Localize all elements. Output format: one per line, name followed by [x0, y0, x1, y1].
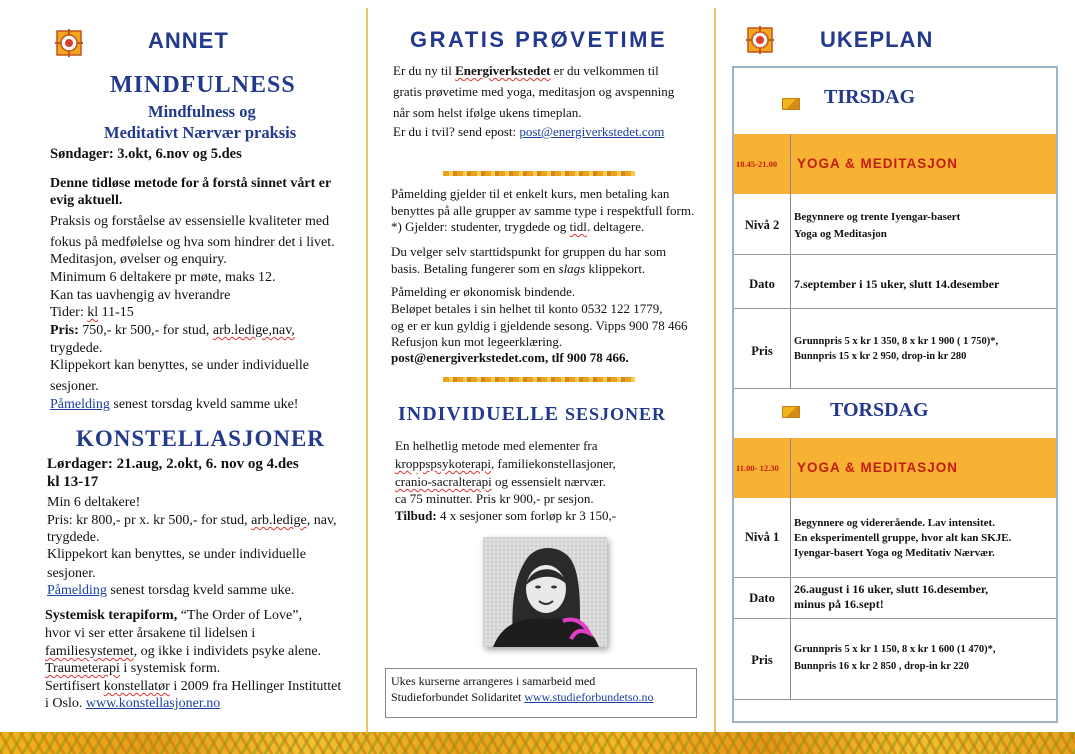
price-value: [794, 642, 1056, 674]
text-line: [50, 304, 134, 322]
text-span: Traumeterapi: [45, 661, 120, 676]
text-line: Min 6 deltakere!: [47, 495, 141, 510]
text-line: [45, 643, 321, 661]
text-line: Yoga og Meditasjon: [794, 228, 887, 240]
mindfulness-intro: evig aktuell.: [50, 193, 123, 208]
text-line: Meditasjon, øvelser og enquiry.: [50, 252, 227, 267]
website-link[interactable]: www.konstellasjoner.no: [85, 696, 221, 711]
text-span: tidl: [569, 219, 587, 234]
signup-line: [50, 396, 298, 414]
text-line: En eksperimentell gruppe, hvor alt kan SKJE.: [794, 532, 1012, 544]
price-label: Pris: [751, 653, 773, 667]
mindfulness-subtitle: Meditativt Nærvær praksis: [104, 123, 297, 142]
konstellasjoner-dates: Lørdager: 21.aug, 2.okt, 6. nov og 4.des: [47, 456, 299, 472]
decorative-border-strip: [0, 732, 1075, 754]
konstellasjoner-dates: kl 13-17: [47, 474, 99, 490]
day-title-thursday: TORSDAG: [830, 399, 929, 421]
text-line: ca 75 minutter. Pris kr 900,- pr sesjon.: [395, 491, 594, 506]
portrait-photo: [483, 537, 607, 647]
text-span: , familiekonstellasjoner,: [491, 456, 616, 471]
day-title-tuesday: TIRSDAG: [824, 86, 916, 108]
text-span: senest torsdag kveld samme uke.: [106, 583, 295, 598]
text-line: trygdede.: [50, 341, 103, 356]
text-span: kroppspsykoterapi: [395, 456, 492, 471]
section-heading: UKEPLAN: [820, 27, 934, 52]
text-line: [45, 607, 302, 625]
price-value: [794, 334, 1056, 364]
class-row: [734, 438, 1056, 498]
konstellasjoner-price: [47, 512, 337, 530]
partner-box: [385, 668, 697, 718]
decorative-divider: [443, 377, 635, 382]
text-span: SESJONER: [564, 404, 666, 424]
text-line: Begynnere og trente Iyengar-basert: [794, 211, 961, 223]
text-span: er du velkommen til: [550, 63, 659, 78]
text-span: konstellatør: [103, 679, 170, 694]
text-span: og essensielt nærvær.: [491, 474, 606, 489]
text-line: [45, 660, 220, 678]
mindfulness-subtitle: Mindfulness og: [148, 102, 256, 121]
text-line: [393, 123, 664, 140]
text-line: og er er kun gyldig i gjeldende sesong. Vipps 900 78 466: [391, 318, 688, 333]
text-line: Kan tas uavhengig av hverandre: [50, 288, 231, 303]
text-span: i Oslo.: [45, 696, 86, 711]
text-line: [395, 507, 616, 524]
text-span: senest torsdag kveld samme uke!: [109, 397, 299, 412]
class-time: 11.00- 12.30: [736, 463, 779, 473]
section-heading: GRATIS PRØVETIME: [410, 27, 668, 52]
mindfulness-intro: Denne tidløse metode for å forstå sinnet vårt er: [50, 176, 332, 191]
text-span: 4 x sesjoner som forløp kr 3 150,-: [436, 508, 617, 523]
day-flag-icon: [782, 98, 800, 110]
text-line: Klippekort kan benyttes, se under individuelle: [50, 358, 309, 373]
text-line: [395, 455, 616, 472]
text-span: “The Order of Love”,: [177, 608, 302, 623]
mindfulness-dates: Søndager: 3.okt, 6.nov og 5.des: [50, 146, 242, 162]
class-name: YOGA & MEDITASJON: [797, 156, 959, 171]
individual-sessions-title: [398, 403, 666, 426]
text-span: 11-15: [98, 305, 134, 320]
text-line: Grunnpris 5 x kr 1 350, 8 x kr 1 900 ( 1 750)*,: [794, 336, 999, 347]
level-description: [794, 210, 1056, 242]
date-value: [794, 582, 1056, 612]
text-span: Pris: kr 800,- pr x. kr 500,- for stud,: [47, 513, 252, 528]
text-span: *) Gjelder: studenter, trygdede og: [391, 219, 570, 234]
decorative-divider: [443, 171, 635, 176]
text-span: Pris:: [50, 323, 79, 338]
text-line: Bunnpris 15 x kr 2 950, drop-in kr 280: [794, 351, 967, 362]
text-span: basis. Betaling fungerer som en: [391, 261, 559, 276]
row-divider: [734, 388, 1056, 389]
date-value: 7.september i 15 uker, slutt 14.desember: [794, 277, 1000, 291]
date-label: Dato: [749, 277, 775, 291]
text-span: Energiverkstedet: [455, 63, 551, 78]
section-heading: ANNET: [148, 28, 229, 53]
mandala-icon: [55, 29, 83, 57]
row-divider: [734, 618, 1056, 619]
text-span: , og ikke i individets psyke alene.: [133, 644, 322, 659]
level-label: Nivå 2: [744, 218, 780, 232]
mindfulness-title: MINDFULNESS: [110, 72, 296, 98]
price-label: Pris: [751, 344, 773, 358]
contact-line: post@energiverkstedet.com, tlf 900 78 466.: [391, 350, 629, 365]
class-time: 18.45-21.00: [736, 159, 778, 169]
text-span: Er du ny til: [393, 63, 456, 78]
text-line: hvor vi ser etter årsakene til lidelsen i: [45, 626, 256, 641]
text-span: arb.ledige: [251, 513, 307, 528]
text-line: sesjoner.: [50, 379, 99, 394]
row-divider: [734, 308, 1056, 309]
day-flag-icon: [782, 406, 800, 418]
signup-link[interactable]: Påmelding: [50, 397, 110, 412]
text-line: Beløpet betales i sin helhet til konto 0532 122 1779,: [391, 301, 663, 316]
text-span: cranio-sacralterapi: [395, 474, 492, 489]
text-line: [45, 695, 220, 713]
date-label: Dato: [749, 591, 775, 605]
text-span: familiesystemet: [45, 644, 134, 659]
portrait-image: [483, 537, 607, 647]
signup-line: [47, 582, 294, 600]
text-line: Iyengar-basert Yoga og Meditativ Nærvær.: [794, 547, 995, 559]
partner-link[interactable]: www.studieforbundetso.no: [524, 690, 654, 704]
text-line: gratis prøvetime med yoga, meditasjon og avspenning: [393, 84, 675, 99]
text-line: benyttes på alle grupper av samme type i respektfull form.: [391, 203, 695, 218]
text-line: Begynnere og viderегående. Lav intensitet.: [794, 517, 995, 529]
text-line: Du velger selv starttidspunkt for gruppen du har som: [391, 244, 667, 259]
text-line: [393, 62, 659, 79]
column-annet: [0, 0, 366, 735]
mandala-icon: [746, 26, 774, 54]
level-label: Nivå 1: [744, 530, 780, 544]
text-line: Minimum 6 deltakere pr møte, maks 12.: [50, 270, 276, 285]
text-line: sesjoner.: [47, 566, 96, 581]
text-span: i systemisk form.: [119, 661, 221, 676]
class-row: [734, 134, 1056, 194]
text-line: Påmelding er økonomisk bindende.: [391, 284, 576, 299]
partner-text: [391, 690, 654, 705]
text-line: En helhetlig metode med elementer fra: [395, 438, 598, 453]
text-span: slags: [558, 261, 586, 276]
text-line: trygdede.: [47, 530, 100, 545]
text-span: Sertifisert: [45, 679, 104, 694]
text-line: [391, 260, 645, 277]
signup-link[interactable]: Påmelding: [47, 583, 107, 598]
text-line: Refusjon kun mot legeerklæring.: [391, 334, 563, 349]
text-span: 750,- kr 500,- for stud,: [78, 323, 213, 338]
text-line: [45, 678, 341, 696]
text-line: Påmelding gjelder til et enkelt kurs, men betaling kan: [391, 186, 670, 201]
text-line: når som helst ifølge ukens timeplan.: [393, 105, 582, 120]
text-line: [395, 473, 606, 490]
text-span: i 2009 fra Hellinger Instituttet: [169, 679, 342, 694]
text-span: Tilbud:: [395, 508, 437, 523]
text-span: Er du i tvil? send epost:: [393, 124, 520, 139]
row-divider: [734, 577, 1056, 578]
row-divider: [734, 699, 1056, 700]
text-span: Studieforbundet Solidaritet: [391, 690, 525, 704]
text-line: Praksis og forståelse av essensielle kvaliteter med: [50, 214, 330, 229]
column-gratis: [367, 0, 715, 735]
text-span: arb.ledige,nav,: [212, 323, 295, 338]
text-line: minus på 16.sept!: [794, 597, 884, 611]
text-line: fokus på medfølelse og hva som hindrer det i livet.: [50, 235, 335, 250]
email-link[interactable]: post@energiverkstedet.com: [519, 124, 665, 139]
text-span: INDIVIDUELLE: [398, 403, 565, 425]
table-divider: [790, 438, 791, 699]
text-span: Systemisk terapiform,: [45, 608, 178, 623]
class-name: YOGA & MEDITASJON: [797, 460, 959, 475]
text-line: Klippekort kan benyttes, se under individuelle: [47, 547, 306, 562]
text-line: Bunnpris 16 x kr 2 850 , drop-in kr 220: [794, 661, 970, 672]
row-divider: [734, 254, 1056, 255]
table-divider: [790, 134, 791, 388]
mindfulness-price: [50, 322, 295, 340]
column-ukeplan: [716, 0, 1075, 735]
konstellasjoner-title: KONSTELLASJONER: [76, 426, 325, 451]
text-span: Tider:: [50, 305, 88, 320]
level-description: [794, 516, 1056, 561]
text-span: . deltagere.: [586, 219, 645, 234]
text-span: kl: [87, 305, 99, 320]
text-line: [391, 218, 644, 235]
text-line: 26.august i 16 uker, slutt 16.desember,: [794, 582, 989, 596]
text-line: Grunnpris 5 x kr 1 150, 8 x kr 1 600 (1 470)*,: [794, 644, 996, 655]
text-span: , nav,: [306, 513, 337, 528]
partner-text: Ukes kurserne arrangeres i samarbeid med: [391, 674, 596, 688]
text-span: klippekort.: [585, 261, 646, 276]
weekly-schedule: [732, 66, 1058, 723]
